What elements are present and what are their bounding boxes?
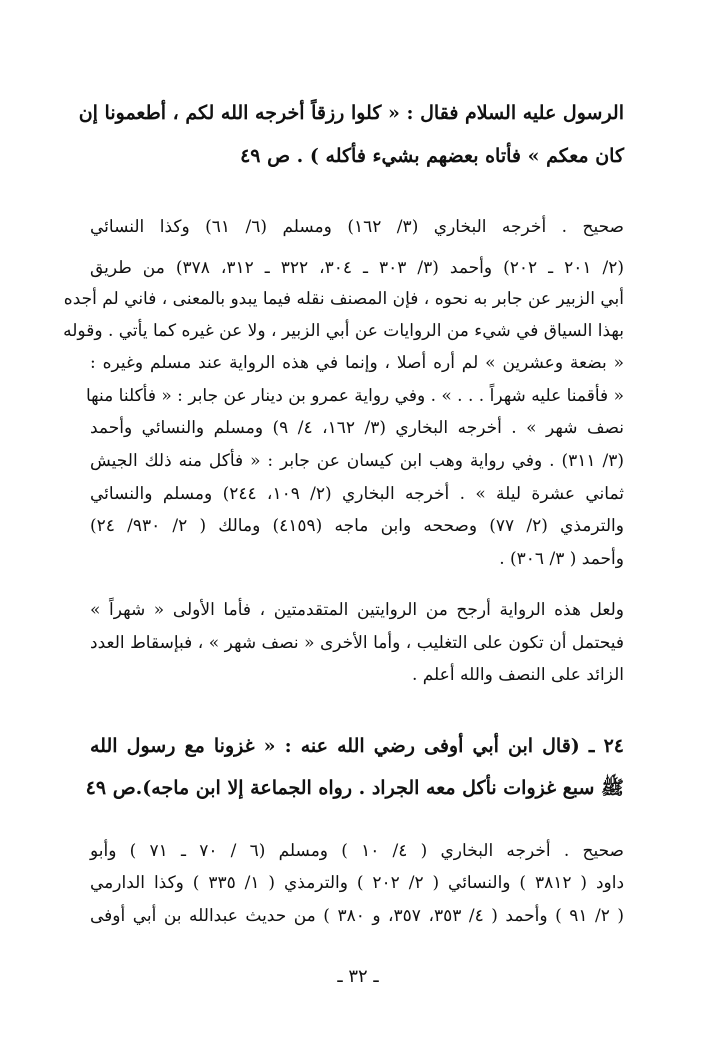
hadith-23-line-1: الرسول عليه السلام فقال : « كلوا رزقاً أخرجه الله لكم ، أطعمونا إن xyxy=(78,102,624,124)
takhrij-23-line-10: والترمذي (٢/ ٧٧) وصححه وابن ماجه (٤١٥٩) ومالك ( ٢/ ٩٣٠/ ٢٤) xyxy=(90,516,624,536)
takhrij-23-line-3: أبي الزبير عن جابر به نحوه ، فإن المصنف نقله فيما يبدو بالمعنى ، فاني لم أجده xyxy=(63,289,624,309)
takhrij-23-line-7: نصف شهر » . أخرجه البخاري (٣/ ١٦٢، ٤/ ٩) ومسلم والنسائي وأحمد xyxy=(90,418,625,438)
note-line-1: ولعل هذه الرواية أرجح من الروايتين المتقدمتين ، فأما الأولى « شهراً » xyxy=(90,600,624,620)
hadith-23-line-2: كان معكم » فأتاه بعضهم بشيء فأكله ) . ص ٤٩ xyxy=(240,145,624,167)
takhrij-24-line-2: داود ( ٣٨١٢ ) والنسائي ( ٢/ ٢٠٢ ) والترمذي ( ١/ ٣٣٥ ) وكذا الدارمي xyxy=(90,873,625,893)
note-line-3: الزائد على النصف والله أعلم . xyxy=(411,665,624,685)
hadith-24-line-2: ﷺ سبع غزوات نأكل معه الجراد . رواه الجماعة إلا ابن ماجه).ص ٤٩ xyxy=(85,777,624,799)
page-number: ـ ٣٢ ـ xyxy=(337,966,379,987)
takhrij-23-line-1: صحيح . أخرجه البخاري (٣/ ١٦٢) ومسلم (٦/ ٦١) وكذا النسائي xyxy=(90,217,624,237)
takhrij-23-line-9: ثماني عشرة ليلة » . أخرجه البخاري (٢/ ١٠٩، ٢٤٤) ومسلم والنسائي xyxy=(90,484,624,504)
takhrij-23-line-5: « بضعة وعشرين » لم أره أصلا ، وإنما في هذه الرواية عند مسلم وغيره : xyxy=(90,353,624,373)
hadith-24-line-1: ٢٤ ـ (قال ابن أبي أوفى رضي الله عنه : « غزونا مع رسول الله xyxy=(90,735,624,757)
takhrij-23-line-6: « فأقمنا عليه شهراً . . . » . وفي رواية عمرو بن دينار عن جابر : « فأكلنا منها xyxy=(85,386,624,406)
takhrij-23-line-2: (٢/ ٢٠١ ـ ٢٠٢) وأحمد (٣/ ٣٠٣ ـ ٣٠٤، ٣٢٢ ـ ٣١٢، ٣٧٨) من طريق xyxy=(90,258,624,278)
note-line-2: فيحتمل أن تكون على التغليب ، وأما الأخرى « نصف شهر » ، فبإسقاط العدد xyxy=(90,633,624,653)
takhrij-23-line-8: (٣/ ٣١١) . وفي رواية وهب ابن كيسان عن جابر : « فأكل منه ذلك الجيش xyxy=(90,451,624,471)
takhrij-23-line-4: بهذا السياق في شيء من الروايات عن أبي الزبير ، ولا عن غيره كما يأتي . وقوله xyxy=(63,321,624,341)
takhrij-23-line-11: وأحمد ( ٣/ ٣٠٦) . xyxy=(499,549,624,569)
takhrij-24-line-3: ( ٢/ ٩١ ) وأحمد ( ٤/ ٣٥٣، ٣٥٧، و ٣٨٠ ) من حديث عبدالله بن أبي أوفى xyxy=(90,906,624,926)
takhrij-24-line-1: صحيح . أخرجه البخاري ( ٤/ ١٠ ) ومسلم (٦ / ٧٠ ـ ٧١ ) وأبو xyxy=(90,841,624,861)
